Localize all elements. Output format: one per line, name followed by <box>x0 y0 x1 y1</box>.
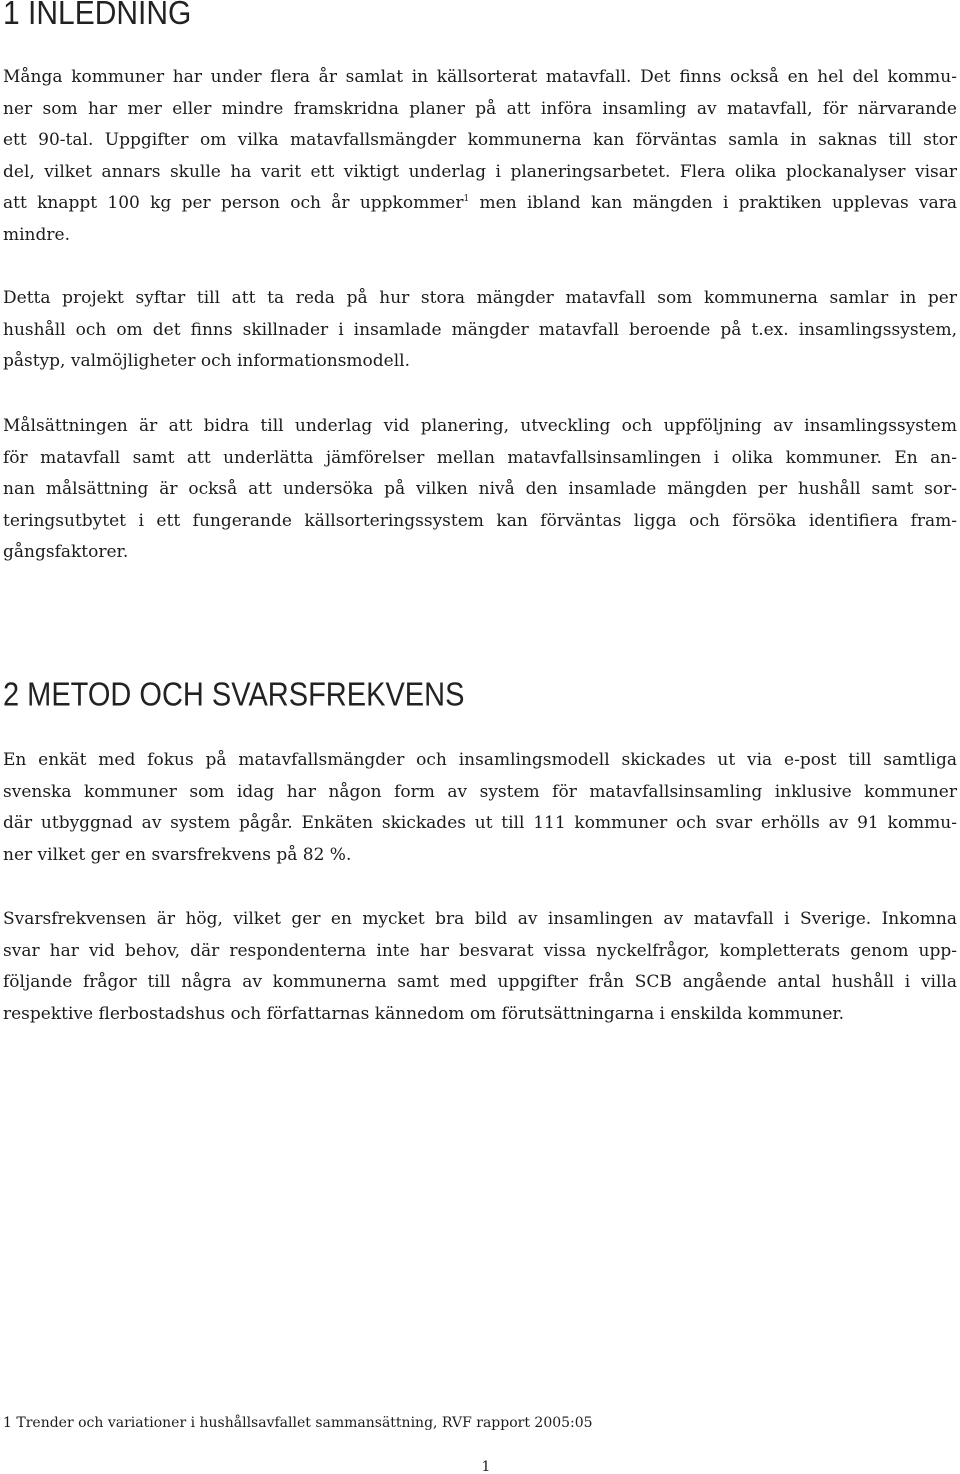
paragraph-line: ner vilket ger en svarsfrekvens på 82 %. <box>3 844 352 865</box>
paragraph-line: nan målsättning är också att undersöka på vilken nivå den insamlade mängden per hushåll samt sor- <box>3 479 957 500</box>
paragraph-line: del, vilket annars skulle ha varit ett viktigt underlag i planeringsarbetet. Flera olika plockanalyser visar <box>3 161 957 182</box>
paragraph-line: Svarsfrekvensen är hög, vilket ger en mycket bra bild av insamlingen av matavfall i Sverige. Inkomna <box>3 909 957 929</box>
paragraph-line: teringsutbytet i ett fungerande källsorteringssystem kan förväntas ligga och försöka identifiera fram- <box>3 510 957 531</box>
paragraph-line: påstyp, valmöjligheter och informationsmodell. <box>3 351 411 372</box>
paragraph-line: hushåll och om det finns skillnader i insamlade mängder matavfall beroende på t.ex. insamlingssystem, <box>3 319 957 340</box>
paragraph-line: där utbyggnad av system pågår. Enkäten skickades ut till 111 kommuner och svar erhölls av 91 kommu- <box>3 813 957 834</box>
paragraph <box>3 745 957 871</box>
paragraph-line: svar har vid behov, där respondenterna inte har besvarat vissa nyckelfrågor, kompletterats genom upp- <box>3 940 957 961</box>
paragraph <box>3 62 957 252</box>
line-text: att knappt 100 kg per person och år uppkommer <box>3 193 464 214</box>
footnote-marker: 1 <box>3 1415 12 1431</box>
page-number: 1 <box>481 1459 491 1474</box>
paragraph <box>3 411 957 569</box>
section-heading: 2 METOD OCH SVARSFREKVENS <box>3 676 465 714</box>
paragraph-line: Många kommuner har under flera år samlat in källsorterat matavfall. Det finns också en hel del kommu- <box>3 67 957 87</box>
footnote-reference: 1 <box>463 194 470 205</box>
section-heading: 1 INLEDNING <box>3 0 192 32</box>
footnote-text: Trender och variationer i hushållsavfallet sammansättning, RVF rapport 2005:05 <box>16 1415 593 1431</box>
paragraph-line: gångsfaktorer. <box>3 542 129 563</box>
paragraph <box>3 283 957 378</box>
footnote <box>3 1413 593 1433</box>
paragraph-line: följande frågor till några av kommunerna samt med uppgifter från SCB angående antal hushåll i villa <box>3 972 957 993</box>
line-text: men ibland kan mängden i praktiken upplevas vara <box>469 193 957 214</box>
paragraph-line: ner som har mer eller mindre framskridna planer på att införa insamling av matavfall, för närvarande <box>3 98 957 119</box>
paragraph-line: för matavfall samt att underlätta jämförelser mellan matavfallsinsamlingen i olika kommuner. En an- <box>3 447 957 468</box>
paragraph-line: Detta projekt syftar till att ta reda på hur stora mängder matavfall som kommunerna samlar in per <box>3 288 957 308</box>
paragraph-line: Målsättningen är att bidra till underlag vid planering, utveckling och uppföljning av insamlingssystem <box>3 416 957 436</box>
paragraph <box>3 904 957 1030</box>
paragraph-line: respektive flerbostadshus och författarnas kännedom om förutsättningarna i enskilda kommuner. <box>3 1003 845 1024</box>
paragraph-line <box>3 188 957 220</box>
paragraph-line: svenska kommuner som idag har någon form av system för matavfallsinsamling inklusive kommuner <box>3 781 957 802</box>
paragraph-line: ett 90-tal. Uppgifter om vilka matavfallsmängder kommunerna kan förväntas samla in saknas till stor <box>3 130 957 151</box>
paragraph-line: mindre. <box>3 224 70 245</box>
paragraph-line: En enkät med fokus på matavfallsmängder och insamlingsmodell skickades ut via e-post till samtliga <box>3 750 957 770</box>
